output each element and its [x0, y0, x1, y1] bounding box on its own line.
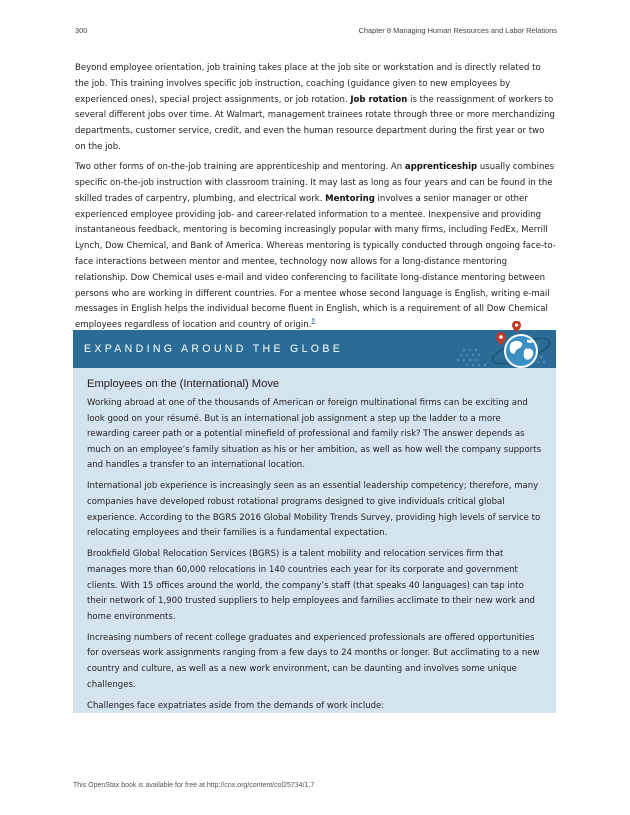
globe-with-map-pins-icon — [479, 321, 555, 373]
body-text — [75, 61, 557, 339]
feature-paragraph: Challenges face expatriates aside from the demands of work include: — [87, 700, 385, 711]
feature-paragraph: Working abroad at one of the thousands of American or foreign multinational firms can be exciting and look good on your résumé. But is an international job assignment a step up the ladder to a more rewarding career path or a potential minefield of professional and family risk? The answer depends as much on an employee’s family situation as his or her ambition, as well as how well the company supports and handles a transfer to an international location. — [87, 398, 542, 471]
key-term-apprenticeship: apprenticeship — [404, 162, 478, 173]
chapter-title: Chapter 8 Managing Human Resources and Labor Relations — [358, 26, 557, 35]
feature-paragraph: International job experience is increasingly seen as an essential leadership competency; therefore, many companies have developed robust rotational programs designed to give individuals critical global experience. According to the BGRS 2016 Global Mobility Trends Survey, providing high levels of service to relocating employees and their families is a fundamental expectation. — [87, 481, 541, 539]
footer-note: This OpenStax book is available for free at http://cnx.org/content/col25734/1.7 — [73, 782, 315, 789]
footnote-link[interactable]: 8 — [311, 318, 315, 325]
feature-label: EXPANDING AROUND THE GLOBE — [84, 343, 344, 355]
key-term-mentoring: Mentoring — [325, 193, 375, 204]
paragraph-apprenticeship-mentoring: Two other forms of on-the-job training are apprenticeship and mentoring. An apprenticeship usually combines specific on-the-job instruction with classroom training. It may last as long as four years and can be found in the skilled trades of carpentry, plumbing, and electrical work. Mentoring involves a senior manager or other experienced employee providing job- and career-related information to a mentee. Inexpensive and providing instantaneous feedback, mentoring is becoming increasingly popular with many firms, including FedEx, Merrill Lynch, Dow Chemical, and Bank of America. Whereas mentoring is typically conducted through ongoing face-to-face interactions between mentor and mentee, technology now allows for a long-distance mentoring relationship. Dow Chemical uses e-mail and video conferencing to facilitate long-distance mentoring between persons who are working in different countries. For a mentee whose second language is English, writing e-mail messages in English helps the individual become fluent in English, which is a requirement of all Dow Chemical employees regardless of location and country of origin.$^8$ — [75, 162, 556, 331]
page-number: 300 — [75, 26, 88, 35]
feature-content — [87, 378, 542, 720]
feature-paragraph: Brookfield Global Relocation Services (BGRS) is a talent mobility and relocation services firm that manages more than 60,000 relocations in 140 countries each year for its corporate and government clients. With 15 offices around the world, the company’s staff (that speaks 40 languages) can tap into their network of 1,900 trusted suppliers to help employees and families acclimate to their new work and home environments. — [87, 549, 535, 622]
running-header — [75, 26, 557, 38]
feature-paragraph: Increasing numbers of recent college graduates and experienced professionals are offered opportunities for overseas work assignments ranging from a few days to 24 months or longer. But acclimating to a new country and culture, as well as a new work environment, can be daunting and involves some unique challenges. — [87, 632, 540, 690]
feature-title: Employees on the (International) Move — [87, 378, 280, 390]
feature-box — [73, 330, 556, 713]
paragraph-job-training: Beyond employee orientation, job training takes place at the job site or workstation and is directly related to the job. This training involves specific job instruction, coaching (guidance given to new employees by experienced ones), special project assignments, or job rotation. Job rotation is the reassignment of workers to several different jobs over time. At Walmart, management trainees rotate through three or more merchandizing departments, customer service, credit, and even the human resource department during the first year or two on the job. — [75, 63, 555, 152]
key-term-job-rotation: Job rotation — [350, 94, 408, 105]
